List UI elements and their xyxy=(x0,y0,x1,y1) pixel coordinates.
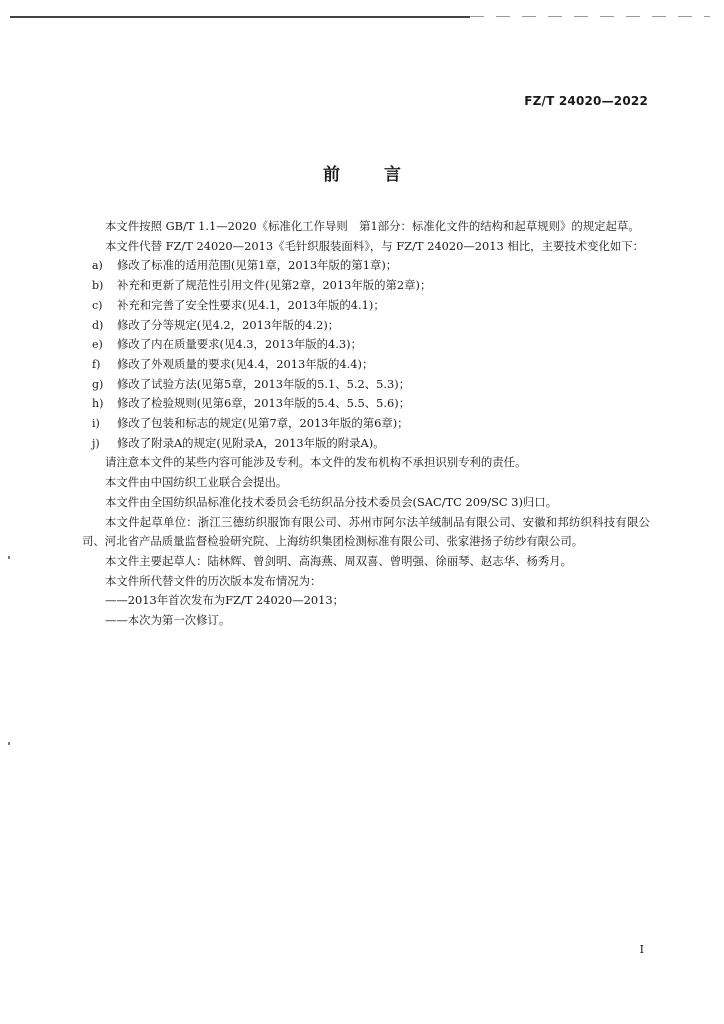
paragraph-patent-notice: 请注意本文件的某些内容可能涉及专利。本文件的发布机构不承担识别专利的责任。 xyxy=(105,455,527,470)
list-item-marker: e) xyxy=(92,338,103,352)
history-entry: ——2013年首次发布为FZ/T 24020—2013； xyxy=(105,593,344,608)
scan-edge-mark xyxy=(8,556,10,559)
list-item-marker: f) xyxy=(92,357,101,371)
changes-list xyxy=(82,256,650,453)
list-item xyxy=(82,316,650,336)
scan-top-rule xyxy=(10,16,470,18)
history-entry: ——本次为第一次修订。 xyxy=(105,613,231,628)
list-item-text: 修改了试验方法(见第5章，2013年版的5.1、5.2、5.3)； xyxy=(117,376,411,391)
paragraph-drafting-basis: 本文件按照 GB/T 1.1—2020《标准化工作导则 第1部分：标准化文件的结构和起草规则》的规定起草。 xyxy=(105,219,640,233)
standard-code: FZ/T 24020—2022 xyxy=(524,94,648,108)
list-item-marker: i) xyxy=(92,417,100,431)
list-item xyxy=(82,355,650,375)
list-item-text: 修改了内在质量要求(见4.3，2013年版的4.3)； xyxy=(117,337,362,352)
list-item-marker: j) xyxy=(92,436,100,450)
list-item-marker: c) xyxy=(92,298,103,312)
list-item-marker: h) xyxy=(92,397,104,411)
paragraph-replacement: 本文件代替 FZ/T 24020—2013《毛针织服装面料》，与 FZ/T 24020—2013 相比，主要技术变化如下： xyxy=(105,238,645,253)
page-number: I xyxy=(639,943,644,956)
paragraph-committee: 本文件由全国纺织品标准化技术委员会毛纺织品分技术委员会(SAC/TC 209/SC 3)归口。 xyxy=(105,494,558,509)
page-title: 前言 xyxy=(323,165,445,185)
list-item xyxy=(82,335,650,355)
list-item xyxy=(82,256,650,276)
list-item-text: 修改了检验规则(见第6章，2013年版的5.4、5.5、5.6)； xyxy=(117,396,411,411)
scan-top-rule-faint xyxy=(470,16,710,17)
list-item xyxy=(82,375,650,395)
list-item-text: 修改了外观质量的要求(见4.4，2013年版的4.4)； xyxy=(117,356,374,371)
list-item-marker: g) xyxy=(92,377,104,391)
paragraph-drafters: 本文件主要起草人：陆林辉、曾剑明、高海燕、周双喜、曾明强、徐丽琴、赵志华、杨秀月。 xyxy=(105,553,573,568)
list-item-marker: d) xyxy=(92,318,104,332)
list-item xyxy=(82,296,650,316)
list-item-text: 补充和完善了安全性要求(见4.1，2013年版的4.1)； xyxy=(117,297,385,312)
paragraph-proposer: 本文件由中国纺织工业联合会提出。 xyxy=(105,475,288,490)
list-item-text: 修改了分等规定(见4.2，2013年版的4.2)； xyxy=(117,317,340,332)
list-item-marker: a) xyxy=(92,259,103,273)
list-item xyxy=(82,434,650,454)
list-item-text: 修改了包装和标志的规定(见第7章，2013年版的第6章)； xyxy=(117,416,409,431)
list-item-text: 补充和更新了规范性引用文件(见第2章，2013年版的第2章)； xyxy=(117,278,432,293)
list-item xyxy=(82,414,650,434)
scan-edge-mark xyxy=(8,742,10,745)
list-item-text: 修改了附录A的规定(见附录A，2013年版的附录A)。 xyxy=(117,435,385,450)
list-item xyxy=(82,394,650,414)
paragraph-drafting-units: 本文件起草单位：浙江三德纺织服饰有限公司、苏州市阿尔法羊绒制品有限公司、安徽和邦纺织科技有限公司、河北省产品质量监督检验研究院、上海纺织集团检测标准有限公司、张家港扬子纺纱有限公司。 xyxy=(82,514,650,549)
list-item-text: 修改了标准的适用范围(见第1章，2013年版的第1章)； xyxy=(117,258,398,273)
list-item-marker: b) xyxy=(92,279,104,293)
paragraph-history-intro: 本文件所代替文件的历次版本发布情况为： xyxy=(105,573,322,588)
document-body xyxy=(82,217,650,631)
list-item xyxy=(82,276,650,296)
